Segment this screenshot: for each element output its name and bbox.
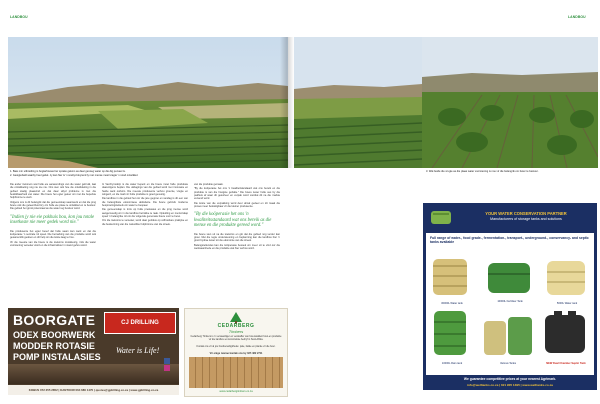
facebook-icon[interactable] [164, 358, 170, 364]
tank-logo-icon [429, 208, 453, 226]
cedarberg-brand: CEDARBERG [217, 323, 255, 329]
irrigation-photo [422, 37, 598, 168]
paragraph: Die produsente het egter besef dat hulle saam kan werk en dat die koöperasie 'n sentrale rol speel. Die bemarking van die produkte word ook gesamentlik gedoen en dit help om die koste laag te hou. [10, 229, 96, 240]
pull-quote-1: "Indien jy nie eie pakhuis bou, kon jou totale insetkoste nie meer gedek word nie." [10, 214, 95, 226]
article-column-2 [102, 183, 188, 226]
cedarberg-brand-2: Timbers [228, 329, 244, 334]
cj-drilling-logo-text: CJ DRILLING [121, 320, 159, 326]
ad-subtitle: Manufacturers of storage tanks and solutions [490, 217, 562, 221]
pull-quote-2: "By die koöperasie het ons 'n kwaliteitsstandaard wat ons bereik as die mense en die produkte gereed word." [194, 212, 272, 229]
paragraph: In Vanrhynsdorp is die water beperk en die boere moet hulle produksie daarvolgens beplan. Die uitdagings van die gebied word met innovasie en harde werk oorkom. Die meeste produsente verbou groente, vrugte en wingerd, en die mark vir hulle produkte is goed gevestig. [102, 183, 188, 197]
photo-caption-3: 3. Wat beide die vrugte as die plaas water voorsiening is nou vir die belangrik om beter te bestuur. [426, 170, 539, 173]
tank-item [482, 313, 534, 365]
boorgate-ad[interactable] [8, 308, 179, 395]
water-tank-icon [430, 255, 470, 297]
fertiliser-tank-icon [486, 259, 532, 295]
tank-label: 5000L Water tank [556, 302, 578, 305]
boorgate-line-2: MODDER ROTASIE [13, 341, 95, 351]
tank-item [430, 255, 474, 305]
paragraph: Die koste van die verpakking word deur almal gedeel en dit maak die proses meer bekostigbaar vir die kleiner produsente. [194, 201, 280, 209]
orchard-photo [294, 37, 422, 168]
paragraph: Die boere sien uit na die toekoms en glo dat die gebied nog verder kan groei. Met die regte ondersteuning en beplanning kan die landbou hier 'n groot bydrae lewer tot die ekonomie van die streek. [194, 232, 280, 243]
tank-label: Various Tanks [499, 362, 517, 365]
ad-tagline: Full range of water-, food grade-, fermentation-, transport-, underground-, conservancy- and septic tanks available [430, 236, 589, 245]
boorgate-contact[interactable]: KOBUS 072 255 2852 | KANTOOR 064 680 1470 | quotes@gjdrilling.co.za | www.gjdrilling.co.za [8, 385, 179, 395]
rain-tank-icon [430, 309, 470, 357]
tank-item [542, 309, 590, 365]
water-tank-icon [544, 257, 588, 297]
tank-label: 10000L Fertiliser Tank [497, 300, 523, 303]
boorgate-line-3: POMP INSTALASIES [13, 352, 101, 362]
boorgate-slogan: Water is Life! [116, 346, 160, 355]
photo-caption-2: 2. Gesigtebald waarby heel geluk. Jy kan hier is 'n sneltyd skyrend ly met mense moet kragte 'n nood ontwikkel. [10, 173, 139, 177]
instagram-icon[interactable] [164, 365, 170, 371]
header-left: LANDBOU [10, 15, 28, 19]
drill-rig-image [8, 364, 179, 384]
tank-label: 10000L Rain tank [441, 362, 463, 365]
photo-caption-1: 1. Baie min uitbreiding is bogtarhoewel ter sprake gekom as daar genoeg water op die dig perseel is. [10, 170, 126, 173]
paragraph: Die landbou in die gebied het oor die jare gegroei en vandag is dit een van die belangrikste ekonomiese aktiwiteite. Die boere gebruik moderne besproeiingstelsels om water te bespaar. [102, 197, 188, 208]
cedarberg-text: Cedarberg Timbers is 'n vervaardiger en verskaffer van hoë-kwaliteit hout-en produkte vir die landbou en konstruksie bedryf in Suid-Afrika. [190, 335, 282, 341]
cedarberg-cta: Vir enige navrae kontak ons by 027-482 2711 [209, 352, 263, 355]
ad-body [426, 233, 594, 375]
tank-item [544, 257, 590, 305]
header-right: LANDBOU [568, 15, 586, 19]
ad-title: YOUR WATER CONSERVATION PARTNER [485, 211, 567, 216]
article-column-3 [194, 183, 280, 250]
page-spine [280, 37, 294, 168]
paragraph: "By die koöperasie het ons 'n kwaliteitstandaard wat ons bereik en die produkte is van die hoogste gehalte." Die boere lewer hulle oes by die pakhuis af waar dit gesorteer en verpak word voordat dit na die markte versend word. [194, 187, 280, 201]
timber-pile-image [189, 357, 283, 388]
boorgate-title: BOORGATE [13, 312, 96, 328]
paragraph: Belangstellendes kan die koöperasie besoek om meer uit te vind oor die werksaamhede en die produkte wat hier verbou word. [194, 243, 280, 250]
paragraph: Die ander inwoners wat hulle eie aanwendings van die water gebruik, laat die ontwikkeling nog nie toe nie. Ons sien ook hoe die ontwikkeling in die gebied stadig plaasvind en dat daar altyd probleme is met die beskikbaarheid van water. Die boere het egter geleer om met die beperkte hulpbronne te werk. [10, 183, 96, 200]
paragraph: Om die toekoms te verseker, word daar gefokus op volhoubare praktyke en die beskerming van die natuurlike hulpbronne van die streek. [102, 219, 188, 226]
tank-grid [426, 251, 594, 375]
tank-label: NEW Dual Chamber Septic Tank [546, 362, 586, 365]
cedarberg-url[interactable]: www.cedarbergtimbers.co.za [219, 390, 253, 393]
septic-tank-icon [542, 309, 588, 357]
cedarberg-text-2: Kontak ons vir al jou houtbenodigdhede: pale, balke en planke vir die boer. [196, 345, 276, 348]
paragraph: Vir die meeste van die boere is die toekoms rooskleurig, mits die water voorsiening verseker word en die infrastruktuur in stand gehou word. [10, 240, 96, 247]
vineyard-photo [8, 37, 288, 168]
ad-footer-slogan: We guarantee competitive prices at your nearest Agrimark. [463, 377, 557, 381]
cedarberg-ad[interactable] [184, 308, 288, 397]
article-column-1 [10, 183, 96, 247]
social-icons [164, 358, 176, 371]
ad-headline [457, 211, 595, 221]
water-tank-ad[interactable] [423, 203, 597, 390]
boorgate-line-1: ODEX BOORWERK [13, 330, 96, 340]
paragraph: Volgens ons is dit belangrik dat die gemeenskap saamwerk en dat die jong boere ook die geleentheid kry om hulle eie plase te ontwikkel en te bestuur. Die gebied het groot potensiaal as die water reg bestuur word. [10, 200, 96, 211]
tank-item [486, 259, 534, 303]
cj-drilling-logo [104, 312, 176, 334]
ad-footer-contact[interactable]: info@welltanks.co.za | 021 905 1395 | www.welltanks.co.za [467, 383, 553, 387]
various-tanks-icon [482, 313, 534, 357]
paragraph: Die gemeenskap is trots op hulle prestasies en die jong mense word aangemoedig om in die landbou betrokke te raak. Opleiding en mentorskap speel 'n belangrike rol om die volgende generasie boere voor te berei. [102, 208, 188, 219]
tank-label: 30000L Water tank [441, 302, 463, 305]
tank-item [430, 309, 474, 365]
paragraph: van die produkte gemaak. [194, 183, 224, 186]
tree-logo-icon [228, 311, 244, 323]
